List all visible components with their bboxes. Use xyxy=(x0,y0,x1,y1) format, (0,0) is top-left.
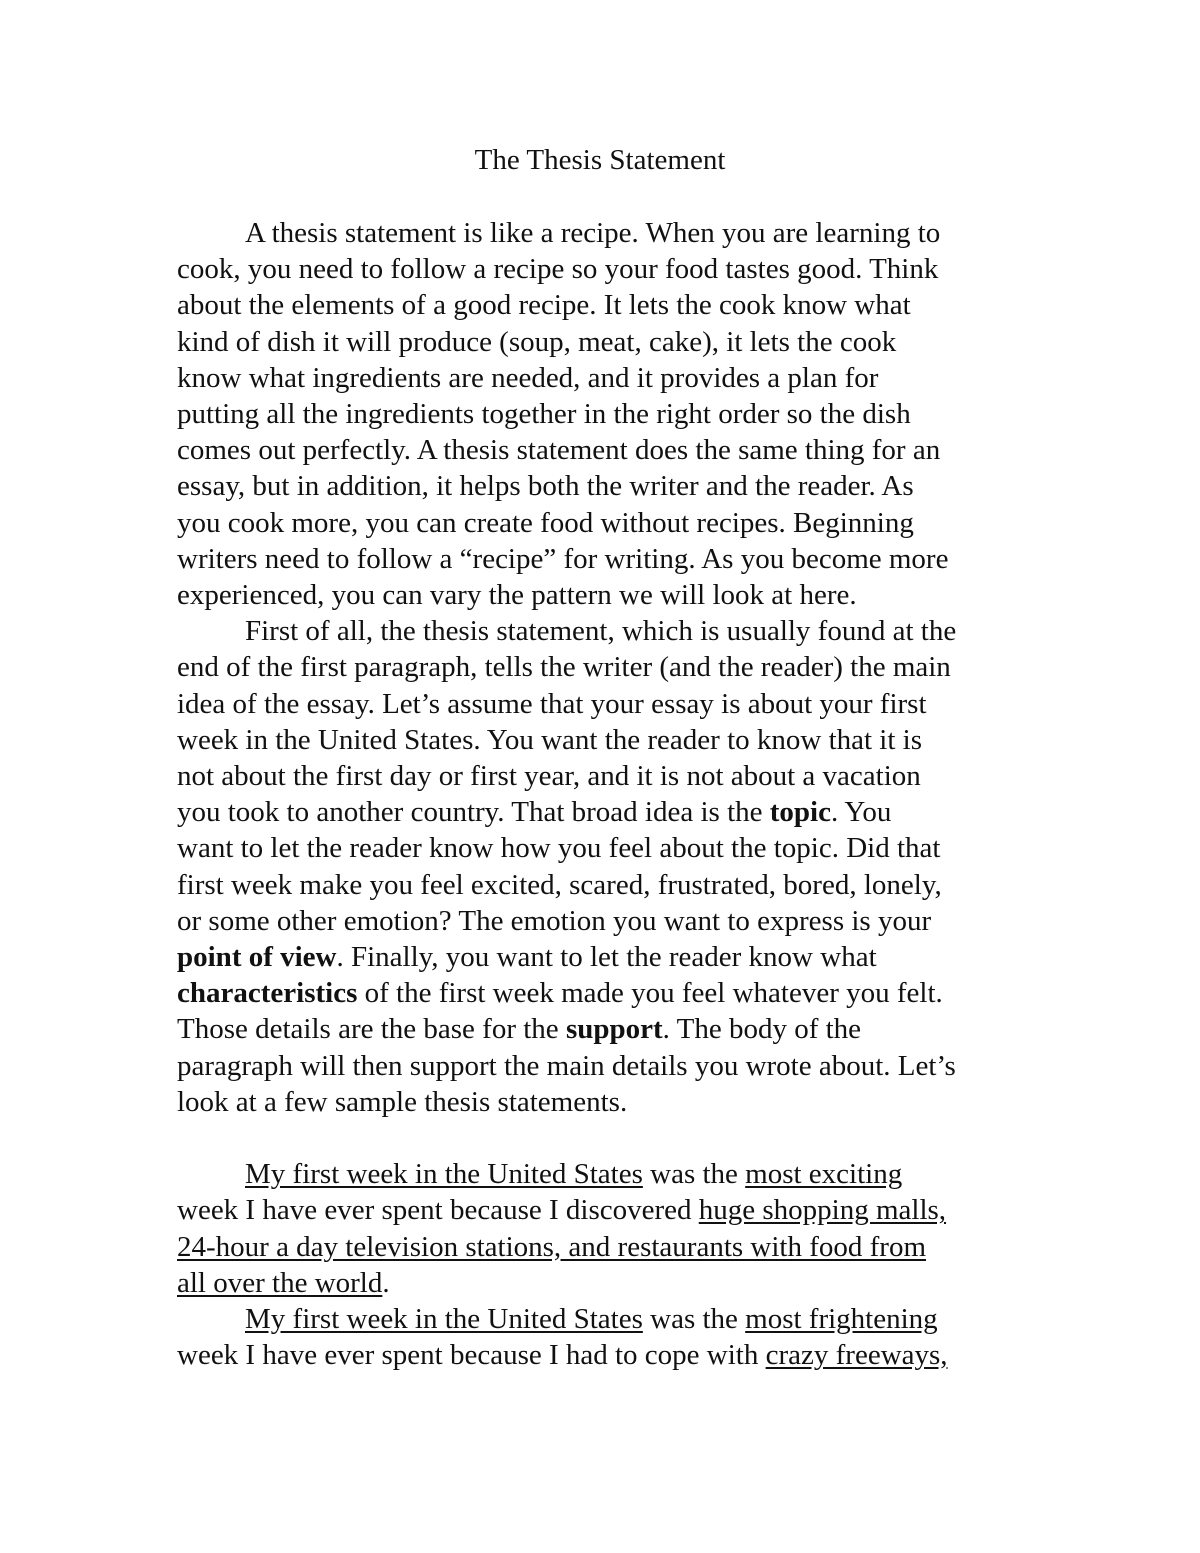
document-body xyxy=(177,215,1027,1373)
example-support: 24-hour a day television stations, and restaurants with food from xyxy=(177,1230,927,1263)
example-topic: My first week in the United States xyxy=(245,1303,643,1336)
example-topic: My first week in the United States xyxy=(245,1158,643,1191)
text-line: writers need to follow a “recipe” for writing. As you become more xyxy=(177,542,949,575)
paragraph-first-of-all xyxy=(177,613,1027,1120)
term-point-of-view: point of view xyxy=(177,941,337,974)
text-line: want to let the reader know how you feel about the topic. Did that xyxy=(177,832,941,865)
page-title: The Thesis Statement xyxy=(474,144,726,176)
term-topic: topic xyxy=(769,796,831,829)
example-point-of-view: most exciting xyxy=(745,1158,903,1191)
text-line: week I have ever spent because I discovered huge shopping malls, xyxy=(177,1194,947,1227)
text-line: comes out perfectly. A thesis statement does the same thing for an xyxy=(177,434,941,467)
text-line: first week make you feel excited, scared, frustrated, bored, lonely, xyxy=(177,868,942,901)
example-support: all over the world xyxy=(177,1266,383,1299)
text-line: look at a few sample thesis statements. xyxy=(177,1085,628,1118)
text-line: A thesis statement is like a recipe. When you are learning to xyxy=(245,217,941,249)
text-line: week in the United States. You want the reader to know that it is xyxy=(177,723,923,756)
text-line: First of all, the thesis statement, which is usually found at the xyxy=(245,615,957,648)
text-line: idea of the essay. Let’s assume that your essay is about your first xyxy=(177,687,927,720)
text-line: kind of dish it will produce (soup, meat, cake), it lets the cook xyxy=(177,325,897,358)
example-support: crazy freeways, xyxy=(765,1339,948,1372)
text-line: know what ingredients are needed, and it provides a plan for xyxy=(177,361,879,394)
term-support: support xyxy=(565,1013,663,1046)
text-line: you took to another country. That broad idea is the topic. You xyxy=(177,796,892,829)
example-thesis-exciting: My first week in the United States was the most exciting week I have ever spent because I discovered huge shopping malls, 24-hour a day television stations, and restaurants with food from all over the world. xyxy=(177,1156,1027,1301)
text-line: point of view. Finally, you want to let the reader know what xyxy=(177,941,877,974)
paragraph-recipe xyxy=(177,215,1027,613)
text-line: characteristics of the first week made you feel whatever you felt. xyxy=(177,977,943,1010)
text-line: not about the first day or first year, and it is not about a vacation xyxy=(177,760,921,793)
text-line: end of the first paragraph, tells the writer (and the reader) the main xyxy=(177,651,951,684)
paragraph-gap xyxy=(177,1120,1027,1156)
term-characteristics: characteristics xyxy=(177,977,358,1010)
text-line: about the elements of a good recipe. It lets the cook know what xyxy=(177,289,911,322)
example-thesis-frightening: My first week in the United States was the most frightening week I have ever spent because I had to cope with crazy freeways, xyxy=(177,1301,1027,1373)
text-line: paragraph will then support the main details you wrote about. Let’s xyxy=(177,1049,956,1082)
text-line: you cook more, you can create food without recipes. Beginning xyxy=(177,506,914,539)
text-line: essay, but in addition, it helps both the writer and the reader. As xyxy=(177,470,914,503)
text-line: all over the world. xyxy=(177,1266,390,1299)
text-line: Those details are the base for the support. The body of the xyxy=(177,1013,862,1046)
text-line: cook, you need to follow a recipe so your food tastes good. Think xyxy=(177,253,939,286)
text-line: week I have ever spent because I had to cope with crazy freeways, xyxy=(177,1339,948,1372)
text-line: or some other emotion? The emotion you want to express is your xyxy=(177,904,932,937)
text-line: putting all the ingredients together in the right order so the dish xyxy=(177,398,911,431)
example-point-of-view: most frightening xyxy=(745,1303,938,1336)
example-support: huge shopping malls, xyxy=(698,1194,947,1227)
text-line: experienced, you can vary the pattern we will look at here. xyxy=(177,579,857,612)
